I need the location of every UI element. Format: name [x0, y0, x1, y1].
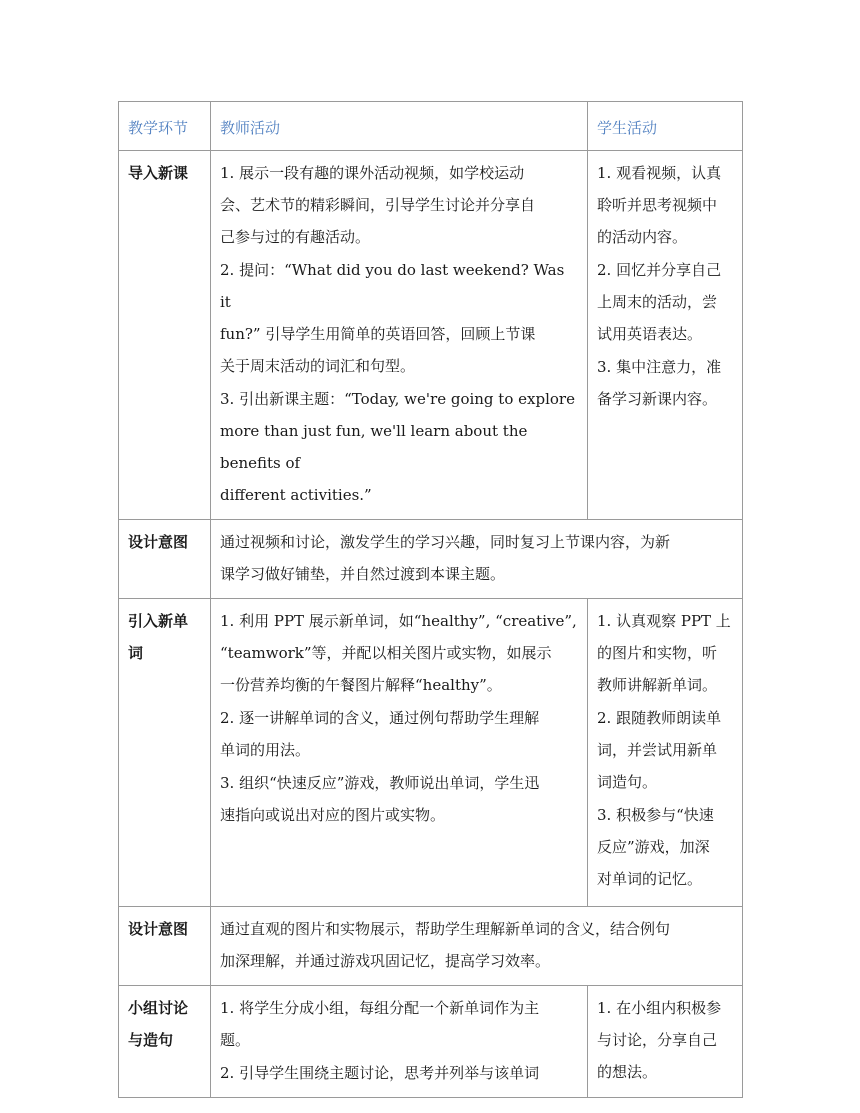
header-stage: 教学环节 [119, 102, 211, 151]
design-intent-cell [211, 520, 743, 599]
table-row [119, 151, 743, 520]
student-step: 2. 回忆并分享自己 上周末的活动，尝 试用英语表达。 [597, 261, 722, 343]
stage-label: 导入新课 [128, 164, 189, 182]
table-row [119, 599, 743, 907]
table-row [119, 520, 743, 599]
teacher-step: 2. 逐一讲解单词的含义，通过例句帮助学生理解 单词的用法。 [220, 709, 540, 759]
student-step: 3. 集中注意力，准 备学习新课内容。 [597, 358, 722, 408]
student-activity-cell [588, 599, 743, 907]
stage-cell [119, 151, 211, 520]
stage-label: 设计意图 [128, 920, 189, 938]
stage-cell [119, 986, 211, 1098]
student-step: 2. 跟随教师朗读单 词，并尝试用新单 词造句。 [597, 709, 722, 791]
teacher-activity-cell [211, 151, 588, 520]
teacher-activity-cell [211, 986, 588, 1098]
stage-cell [119, 520, 211, 599]
teacher-activity-cell [211, 599, 588, 907]
student-activity-cell [588, 986, 743, 1098]
stage-label: 设计意图 [128, 533, 189, 551]
table-row [119, 907, 743, 986]
teacher-step: 3. 组织“快速反应”游戏，教师说出单词，学生迅 速指向或说出对应的图片或实物。 [220, 774, 540, 824]
stage-label: 引入新单 词 [128, 612, 189, 662]
student-step: 3. 积极参与“快速 反应”游戏，加深 对单词的记忆。 [597, 806, 714, 888]
teacher-step: 2. 引导学生围绕主题讨论，思考并列举与该单词 [220, 1064, 540, 1082]
stage-cell [119, 599, 211, 907]
teacher-step: 1. 利用 PPT 展示新单词，如“healthy”, “creative”, “teamwork”等，并配以相关图片或实物，如展示 一份营养均衡的午餐图片解释“healthy”。 [220, 612, 577, 694]
header-teacher-activity: 教师活动 [211, 102, 588, 151]
table-header-row [119, 102, 743, 151]
lesson-plan-table [118, 101, 743, 1098]
teacher-step: 1. 展示一段有趣的课外活动视频，如学校运动 会、艺术节的精彩瞬间，引导学生讨论并分享自 己参与过的有趣活动。 [220, 164, 536, 246]
student-step: 1. 认真观察 PPT 上 的图片和实物，听 教师讲解新单词。 [597, 612, 731, 694]
student-step: 1. 在小组内积极参 与讨论，分享自己 的想法。 [597, 999, 722, 1081]
teacher-step: 3. 引出新课主题：“Today, we're going to explore more than just fun, we'll learn about the benefits of different activities.” [220, 390, 575, 504]
student-activity-cell [588, 151, 743, 520]
stage-cell [119, 907, 211, 986]
design-intent-text: 通过直观的图片和实物展示，帮助学生理解新单词的含义，结合例句 加深理解，并通过游戏巩固记忆，提高学习效率。 [220, 920, 671, 970]
teacher-step: 1. 将学生分成小组，每组分配一个新单词作为主 题。 [220, 999, 540, 1049]
stage-label: 小组讨论 与造句 [128, 999, 189, 1049]
teacher-step: 2. 提问：“What did you do last weekend? Was it fun?” 引导学生用简单的英语回答，回顾上节课 关于周末活动的词汇和句型。 [220, 261, 565, 375]
header-student-activity: 学生活动 [588, 102, 743, 151]
table-row [119, 986, 743, 1098]
student-step: 1. 观看视频，认真 聆听并思考视频中 的活动内容。 [597, 164, 722, 246]
design-intent-text: 通过视频和讨论，激发学生的学习兴趣，同时复习上节课内容，为新 课学习做好铺垫，并自然过渡到本课主题。 [220, 533, 671, 583]
design-intent-cell [211, 907, 743, 986]
